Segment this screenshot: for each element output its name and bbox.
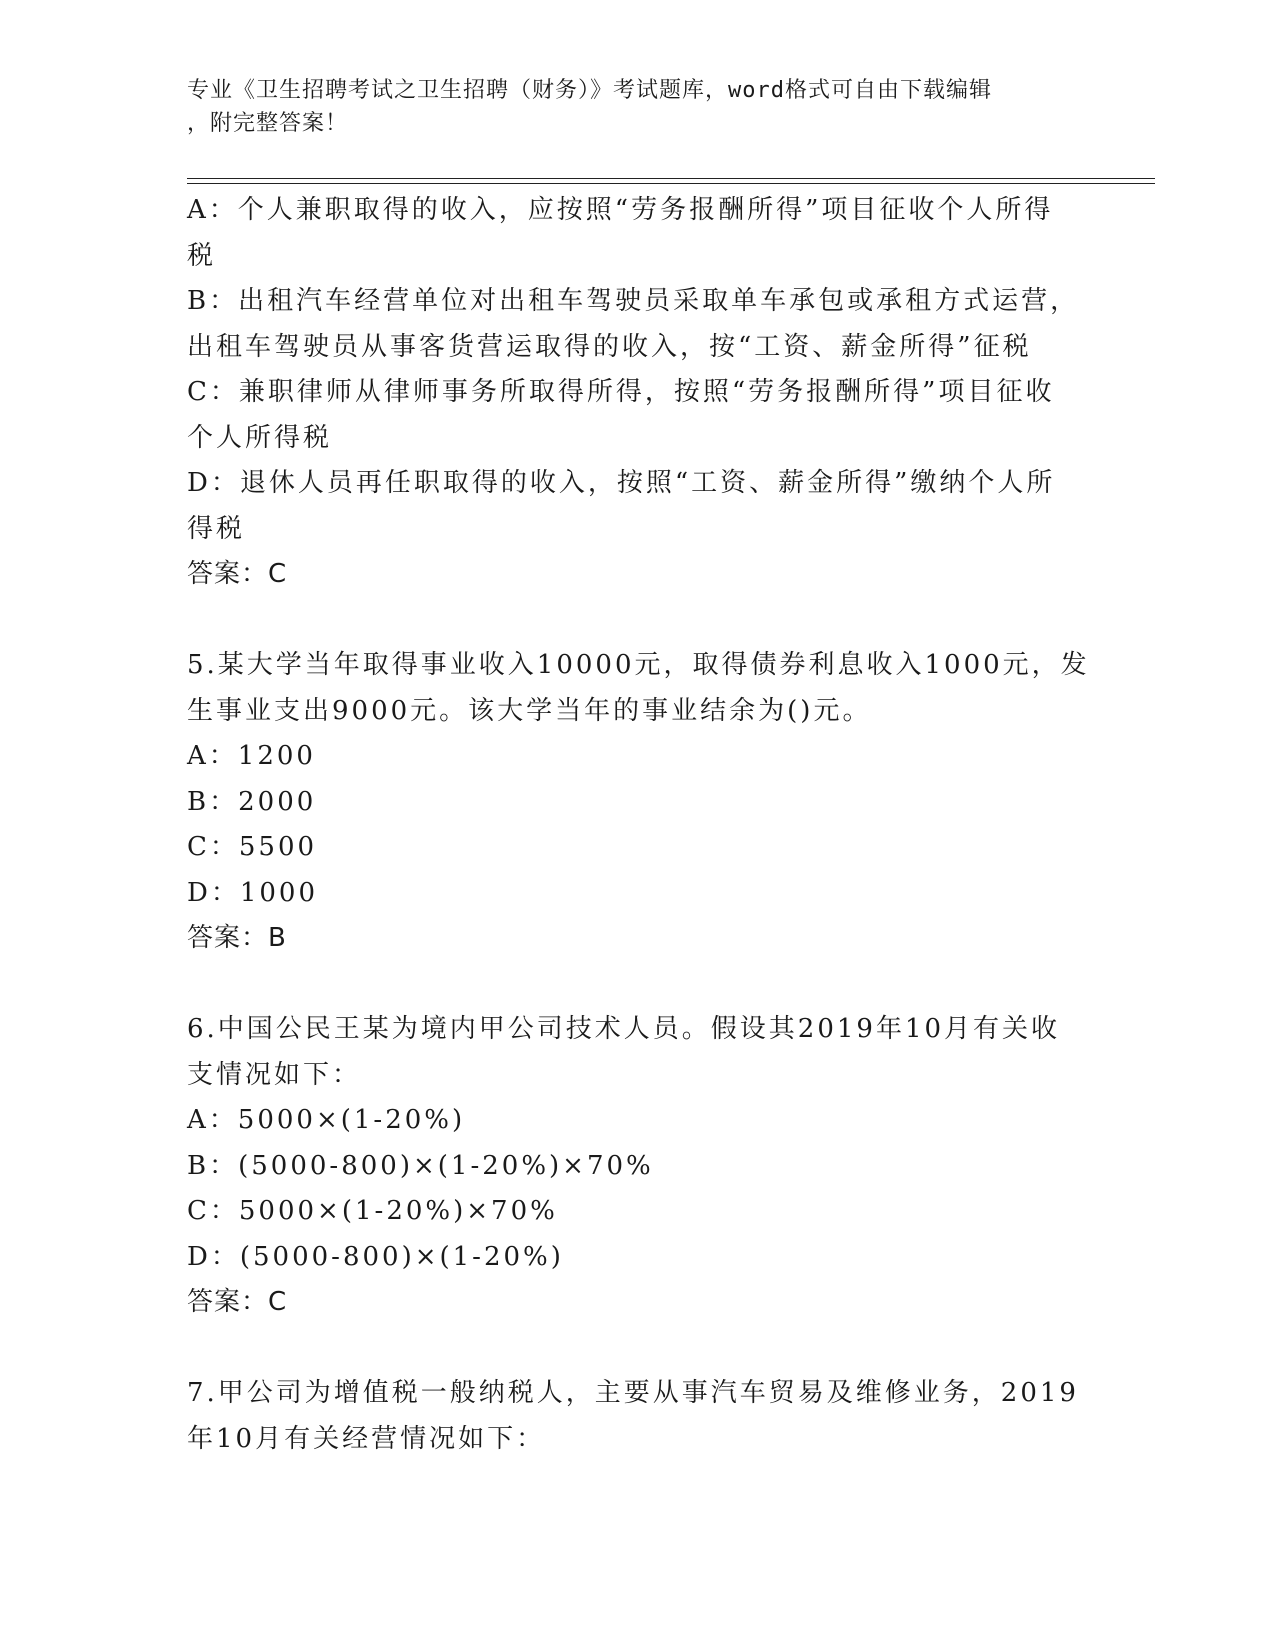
q6-option-a: A：5000×(1-20%) xyxy=(187,1105,466,1135)
q5-answer: 答案：B xyxy=(187,923,287,953)
document-body xyxy=(187,188,1090,1462)
q5-option-a: A：1200 xyxy=(187,741,316,771)
q4-option-c-line-2: 个人所得税 xyxy=(187,422,333,453)
q6-option-b: B：(5000-800)×(1-20%)×70% xyxy=(187,1150,654,1181)
question-5-block xyxy=(187,643,1090,962)
q4-option-a-line-2: 税 xyxy=(187,240,217,271)
q6-answer: 答案：C xyxy=(187,1287,288,1317)
q4-option-d-line-1: D：退休人员再任职取得的收入，按照“工资、薪金所得”缴纳个人所 xyxy=(187,468,1056,498)
q6-stem-line-1: 6.中国公民王某为境内甲公司技术人员。假设其2019年10月有关收 xyxy=(187,1014,1061,1044)
spacer xyxy=(187,1326,1077,1372)
q7-stem-line-1: 7.甲公司为增值税一般纳税人，主要从事汽车贸易及维修业务，2019 xyxy=(187,1378,1079,1408)
q4-option-d-line-2: 得税 xyxy=(187,513,246,544)
question-6-block xyxy=(187,1007,1077,1326)
q5-stem-line-1: 5.某大学当年取得事业收入10000元，取得债券利息收入1000元，发 xyxy=(187,650,1090,680)
q4-answer: 答案：C xyxy=(187,559,288,589)
question-4-block xyxy=(187,188,1080,598)
q4-option-b-line-1: B：出租汽车经营单位对出租车驾驶员采取单车承包或承租方式运营， xyxy=(187,286,1080,316)
header-rule-bottom xyxy=(187,183,1155,184)
question-7-block xyxy=(187,1371,1077,1462)
q5-stem-line-2: 生事业支出9000元。该大学当年的事业结余为()元。 xyxy=(187,695,872,726)
header-rule-top xyxy=(187,178,1155,179)
q5-option-c: C：5500 xyxy=(187,832,318,862)
spacer xyxy=(187,598,1077,644)
q4-option-a-line-1: A：个人兼职取得的收入，应按照“劳务报酬所得”项目征收个人所得 xyxy=(187,195,1054,225)
document-header xyxy=(187,74,1087,140)
spacer xyxy=(187,962,1077,1008)
q7-stem-line-2: 年10月有关经营情况如下： xyxy=(187,1423,546,1454)
q4-option-b-line-2: 出租车驾驶员从事客货营运取得的收入，按“工资、薪金所得”征税 xyxy=(187,331,1032,362)
q6-option-c: C：5000×(1-20%)×70% xyxy=(187,1196,558,1226)
header-line-1: 专业《卫生招聘考试之卫生招聘（财务）》考试题库，word格式可自由下载编辑 xyxy=(187,78,992,103)
q5-option-b: B：2000 xyxy=(187,786,317,817)
q5-option-d: D：1000 xyxy=(187,877,319,908)
q4-option-c-line-1: C：兼职律师从律师事务所取得所得，按照“劳务报酬所得”项目征收 xyxy=(187,377,1055,407)
header-line-2: ，附完整答案！ xyxy=(187,111,349,136)
q6-option-d: D：(5000-800)×(1-20%) xyxy=(187,1241,564,1272)
q6-stem-line-2: 支情况如下： xyxy=(187,1059,362,1090)
